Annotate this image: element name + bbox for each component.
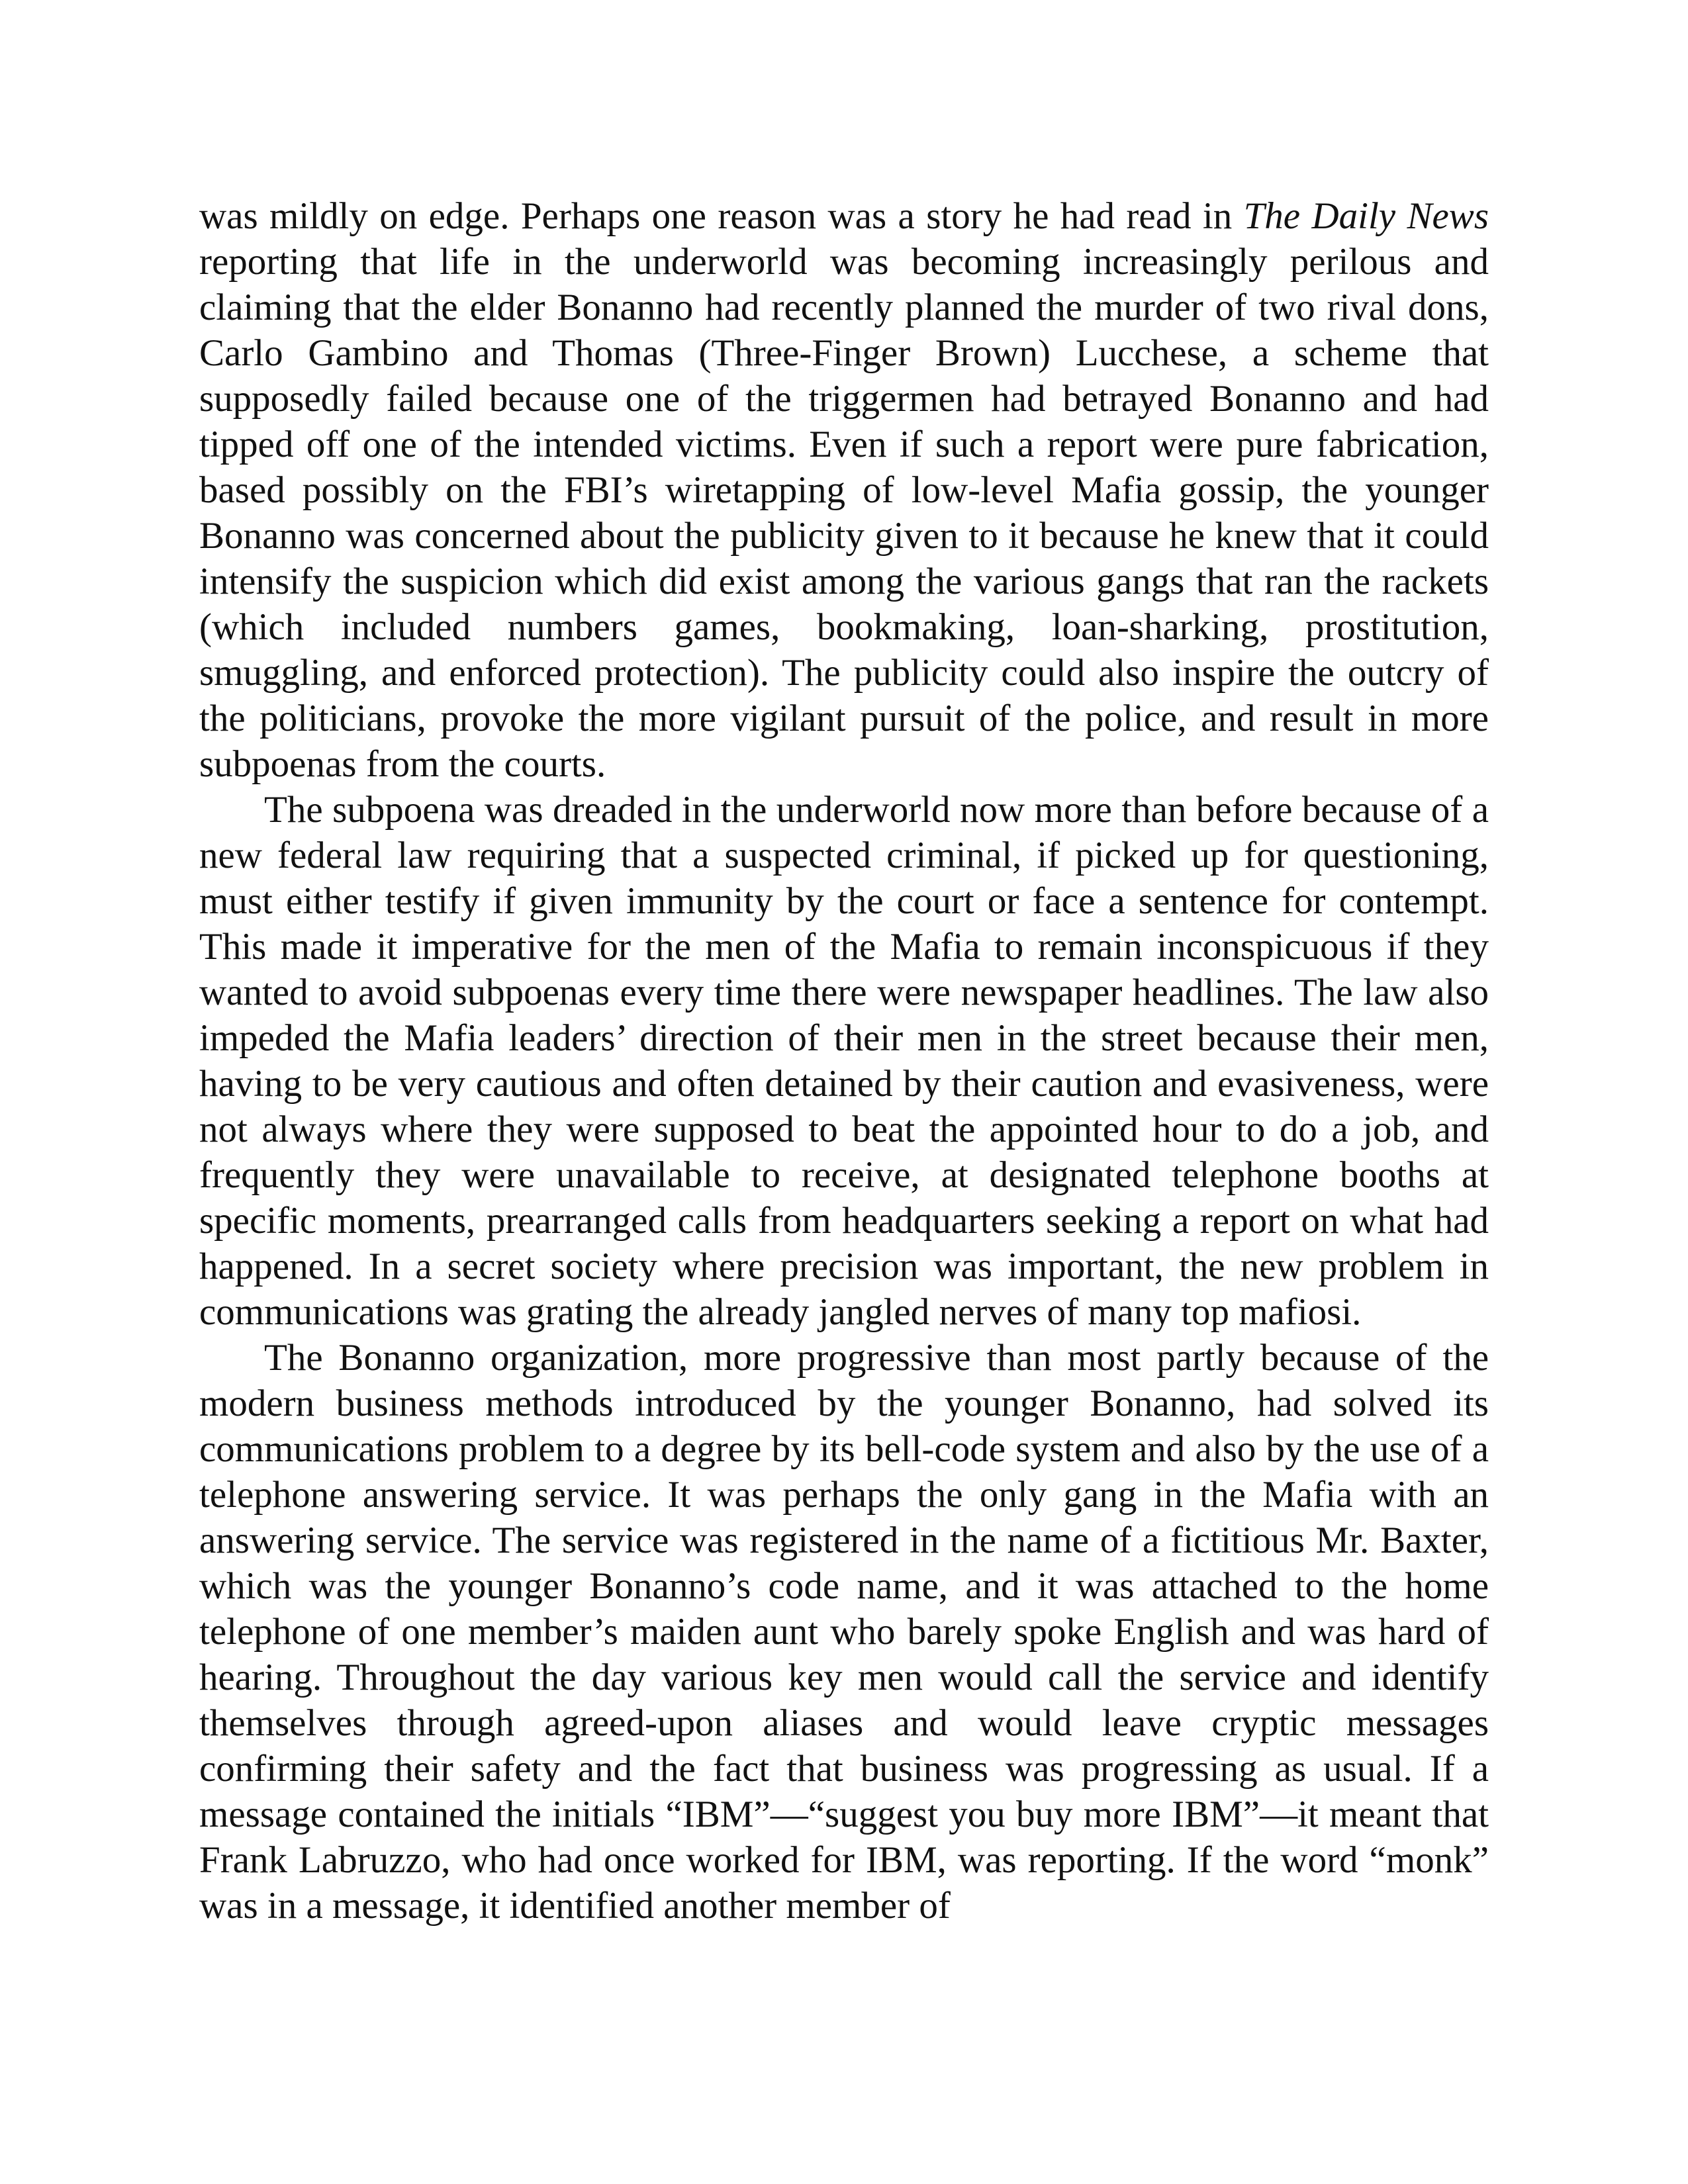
paragraph-1-lead: was mildly on edge. Perhaps one reason was a story he had read in — [199, 195, 1244, 237]
paragraph-1 — [199, 193, 1489, 787]
page-body — [199, 193, 1489, 1929]
newspaper-title: The Daily News — [1243, 195, 1489, 237]
paragraph-1-rest: reporting that life in the underworld was becoming increasingly perilous and claiming that the elder Bonanno had recently planned the murder of two rival dons, Carlo Gambino and Thomas (Three-Finger Brown) Lucchese, a scheme that supposedly failed because one of the triggermen had betrayed Bonanno and had tipped off one of the intended victims. Even if such a report were pure fabrication, based possibly on the FBI’s wiretapping of low-level Mafia gossip, the younger Bonanno was concerned about the publicity given to it because he knew that it could intensify the suspicion which did exist among the various gangs that ran the rackets (which included numbers games, bookmaking, loan-sharking, prostitution, smuggling, and enforced protection). The publicity could also inspire the outcry of the politicians, provoke the more vigilant pursuit of the police, and result in more subpoenas from the courts. — [199, 241, 1489, 785]
paragraph-2: The subpoena was dreaded in the underworld now more than before because of a new federal law requiring that a suspected criminal, if picked up for questioning, must either testify if given immunity by the court or face a sentence for contempt. This made it imperative for the men of the Mafia to remain inconspicuous if they wanted to avoid subpoenas every time there were newspaper headlines. The law also impeded the Mafia leaders’ direction of their men in the street because their men, having to be very cautious and often detained by their caution and evasiveness, were not always where they were supposed to beat the appointed hour to do a job, and frequently they were unavailable to receive, at designated telephone booths at specific moments, prearranged calls from headquarters seeking a report on what had happened. In a secret society where precision was important, the new problem in communications was grating the already jangled nerves of many top mafiosi. — [199, 789, 1489, 1333]
paragraph-3: The Bonanno organization, more progressive than most partly because of the modern business methods introduced by the younger Bonanno, had solved its communications problem to a degree by its bell-code system and also by the use of a telephone answering service. It was perhaps the only gang in the Mafia with an answering service. The service was registered in the name of a fictitious Mr. Baxter, which was the younger Bonanno’s code name, and it was attached to the home telephone of one member’s maiden aunt who barely spoke English and was hard of hearing. Throughout the day various key men would call the service and identify themselves through agreed-upon aliases and would leave cryptic messages confirming their safety and the fact that business was progressing as usual. If a message contained the initials “IBM”—“suggest you buy more IBM”—it meant that Frank Labruzzo, who had once worked for IBM, was reporting. If the word “monk” was in a message, it identified another member of — [199, 1337, 1489, 1927]
